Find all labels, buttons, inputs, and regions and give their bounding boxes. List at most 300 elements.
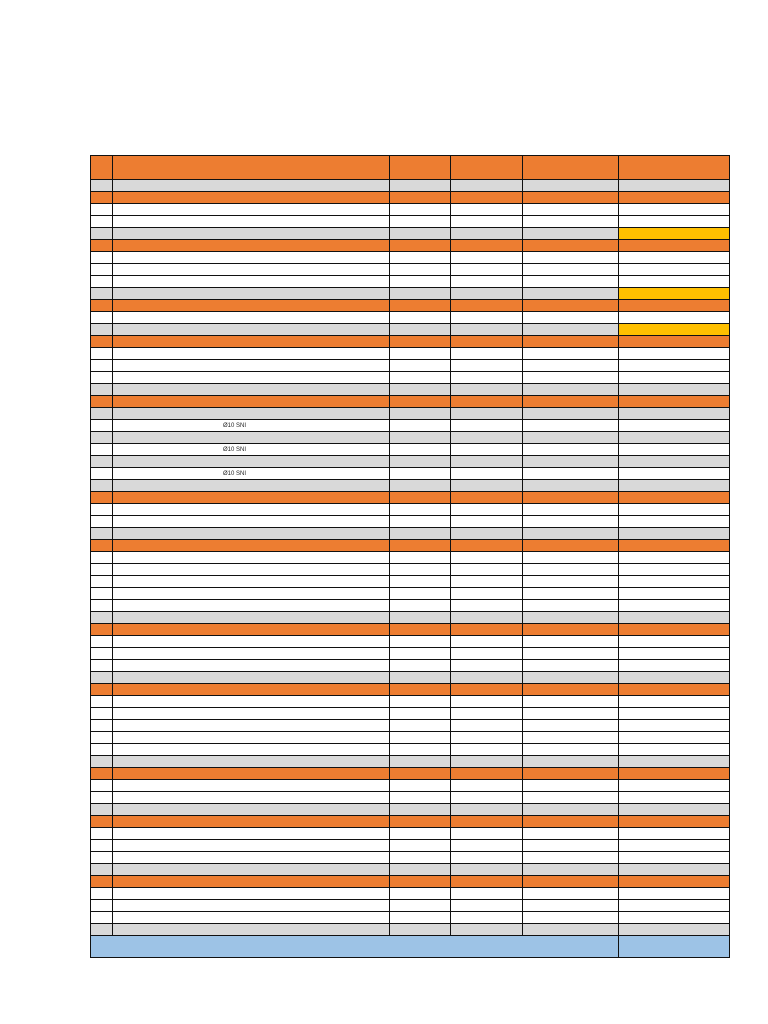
cell-col-2 <box>113 456 390 468</box>
cell-col-3 <box>390 540 451 552</box>
table-row <box>91 372 730 384</box>
cell-col-4 <box>451 864 523 876</box>
cell-col-2 <box>113 156 390 180</box>
cell-col-1 <box>91 876 113 888</box>
cell-col-6 <box>619 864 730 876</box>
cell-col-5 <box>523 924 619 936</box>
cell-col-4 <box>451 648 523 660</box>
cell-col-2 <box>113 804 390 816</box>
cell-col-4 <box>451 756 523 768</box>
cell-col-1 <box>91 852 113 864</box>
cell-col-4 <box>451 828 523 840</box>
cell-col-3 <box>390 552 451 564</box>
cell-col-4 <box>451 264 523 276</box>
cell-col-3 <box>390 264 451 276</box>
cell-col-5 <box>523 864 619 876</box>
cell-col-4 <box>451 528 523 540</box>
cell-col-3 <box>390 576 451 588</box>
cell-col-5 <box>523 408 619 420</box>
cell-col-1 <box>91 372 113 384</box>
cell-col-3 <box>390 792 451 804</box>
table-row <box>91 420 730 432</box>
cell-col-5 <box>523 288 619 300</box>
cell-col-5 <box>523 888 619 900</box>
cell-col-2 <box>113 780 390 792</box>
table-row <box>91 828 730 840</box>
cell-col-6 <box>619 228 730 240</box>
cell-col-1 <box>91 708 113 720</box>
cell-col-5 <box>523 624 619 636</box>
cell-col-6 <box>619 828 730 840</box>
cell-col-6 <box>619 396 730 408</box>
cell-col-2 <box>113 552 390 564</box>
cell-col-4 <box>451 324 523 336</box>
subtotal-row <box>91 864 730 876</box>
cell-col-2 <box>113 384 390 396</box>
cell-col-3 <box>390 840 451 852</box>
cell-col-5 <box>523 372 619 384</box>
cell-col-6 <box>619 192 730 204</box>
cell-col-1 <box>91 792 113 804</box>
cell-col-2 <box>113 756 390 768</box>
cell-col-4 <box>451 768 523 780</box>
cell-col-5 <box>523 396 619 408</box>
cell-col-6 <box>619 492 730 504</box>
section-row <box>91 876 730 888</box>
cell-col-5 <box>523 612 619 624</box>
cell-col-4 <box>451 252 523 264</box>
cell-col-5 <box>523 636 619 648</box>
cell-col-3 <box>390 516 451 528</box>
cell-col-4 <box>451 276 523 288</box>
cell-col-2 <box>113 348 390 360</box>
cell-col-5 <box>523 228 619 240</box>
cell-col-2 <box>113 276 390 288</box>
section-row <box>91 240 730 252</box>
cell-col-3 <box>390 468 451 480</box>
table-row <box>91 264 730 276</box>
cell-col-3 <box>390 876 451 888</box>
cell-col-1 <box>91 204 113 216</box>
cell-col-5 <box>523 768 619 780</box>
table-row <box>91 360 730 372</box>
cell-col-3 <box>390 636 451 648</box>
section-row <box>91 396 730 408</box>
cell-col-4 <box>451 192 523 204</box>
cell-col-5 <box>523 756 619 768</box>
cell-col-6 <box>619 456 730 468</box>
cell-col-2 <box>113 408 390 420</box>
cell-col-1 <box>91 528 113 540</box>
cell-col-1 <box>91 468 113 480</box>
cell-col-1 <box>91 780 113 792</box>
cell-col-3 <box>390 504 451 516</box>
cell-col-6 <box>619 300 730 312</box>
cell-col-4 <box>451 312 523 324</box>
table-row <box>91 444 730 456</box>
cell-col-5 <box>523 780 619 792</box>
cell-col-2 <box>113 660 390 672</box>
cell-col-5 <box>523 600 619 612</box>
cell-col-5 <box>523 468 619 480</box>
table-row <box>91 660 730 672</box>
cell-col-2 <box>113 624 390 636</box>
cell-col-1 <box>91 744 113 756</box>
cell-col-3 <box>390 372 451 384</box>
cell-col-3 <box>390 912 451 924</box>
cell-col-6 <box>619 204 730 216</box>
cell-col-3 <box>390 240 451 252</box>
cell-col-6 <box>619 252 730 264</box>
cell-col-5 <box>523 252 619 264</box>
cell-col-5 <box>523 264 619 276</box>
cell-col-3 <box>390 804 451 816</box>
cell-col-4 <box>451 708 523 720</box>
cell-col-6 <box>619 624 730 636</box>
cell-col-4 <box>451 384 523 396</box>
cell-col-4 <box>451 408 523 420</box>
cell-col-4 <box>451 300 523 312</box>
cell-col-6 <box>619 432 730 444</box>
cell-col-5 <box>523 840 619 852</box>
cell-col-5 <box>523 912 619 924</box>
cell-col-6 <box>619 636 730 648</box>
cell-col-5 <box>523 564 619 576</box>
cell-col-2 <box>113 924 390 936</box>
subtotal-row <box>91 612 730 624</box>
subtotal-row <box>91 408 730 420</box>
cell-col-1 <box>91 264 113 276</box>
cell-col-4 <box>451 444 523 456</box>
cell-col-6 <box>619 528 730 540</box>
cell-col-2 <box>113 792 390 804</box>
cell-col-3 <box>390 480 451 492</box>
table-row <box>91 552 730 564</box>
cell-col-6 <box>619 408 730 420</box>
cell-col-5 <box>523 504 619 516</box>
cell-col-5 <box>523 420 619 432</box>
cell-col-1 <box>91 384 113 396</box>
cell-col-1 <box>91 480 113 492</box>
cell-col-6 <box>619 840 730 852</box>
cell-col-4 <box>451 564 523 576</box>
cell-col-1 <box>91 324 113 336</box>
cell-col-3 <box>390 660 451 672</box>
cell-col-4 <box>451 372 523 384</box>
cell-col-6 <box>619 264 730 276</box>
cell-col-3 <box>390 156 451 180</box>
cell-col-5 <box>523 708 619 720</box>
cell-col-3 <box>390 696 451 708</box>
header-row <box>91 156 730 180</box>
section-row <box>91 816 730 828</box>
cell-col-5 <box>523 588 619 600</box>
cell-col-2 <box>113 876 390 888</box>
cell-col-5 <box>523 216 619 228</box>
cell-col-1 <box>91 492 113 504</box>
cell-col-6 <box>619 588 730 600</box>
cell-col-6 <box>619 216 730 228</box>
cell-col-2 <box>113 816 390 828</box>
cell-col-2 <box>113 396 390 408</box>
table-row <box>91 276 730 288</box>
cell-col-6 <box>619 576 730 588</box>
table-row <box>91 516 730 528</box>
cell-col-2 <box>113 744 390 756</box>
cell-col-5 <box>523 204 619 216</box>
table-row <box>91 720 730 732</box>
cell-col-6 <box>619 912 730 924</box>
cell-col-4 <box>451 540 523 552</box>
subtotal-row <box>91 756 730 768</box>
cell-col-1 <box>91 192 113 204</box>
cell-col-1 <box>91 804 113 816</box>
cell-col-3 <box>390 528 451 540</box>
cell-col-4 <box>451 396 523 408</box>
section-row <box>91 336 730 348</box>
cell-col-3 <box>390 360 451 372</box>
cell-col-5 <box>523 444 619 456</box>
cell-col-4 <box>451 852 523 864</box>
cell-col-5 <box>523 732 619 744</box>
cell-col-2 <box>113 300 390 312</box>
subtotal-row <box>91 384 730 396</box>
cell-col-1 <box>91 504 113 516</box>
cell-col-6 <box>619 468 730 480</box>
cell-col-3 <box>390 288 451 300</box>
cell-col-4 <box>451 912 523 924</box>
cell-col-4 <box>451 804 523 816</box>
subtotal-row <box>91 804 730 816</box>
cell-col-3 <box>390 828 451 840</box>
cell-col-4 <box>451 432 523 444</box>
cell-col-1 <box>91 444 113 456</box>
cell-col-1 <box>91 432 113 444</box>
cell-col-3 <box>390 732 451 744</box>
table-row <box>91 852 730 864</box>
cell-col-1 <box>91 816 113 828</box>
cell-col-4 <box>451 228 523 240</box>
cell-col-4 <box>451 660 523 672</box>
cell-col-5 <box>523 720 619 732</box>
cell-col-5 <box>523 852 619 864</box>
cell-col-1 <box>91 864 113 876</box>
cell-col-1 <box>91 828 113 840</box>
cell-col-2 <box>113 264 390 276</box>
cell-col-2 <box>113 648 390 660</box>
cost-estimate-table <box>90 155 730 958</box>
cell-col-3 <box>390 624 451 636</box>
cell-col-3 <box>390 420 451 432</box>
cell-col-3 <box>390 648 451 660</box>
cell-col-6 <box>619 288 730 300</box>
table-row <box>91 468 730 480</box>
cell-col-6 <box>619 756 730 768</box>
cell-col-4 <box>451 636 523 648</box>
grand-total-label-cell <box>91 936 619 958</box>
item-spec-text: Ø10 SNI <box>223 470 247 477</box>
cell-col-6 <box>619 540 730 552</box>
cell-col-5 <box>523 744 619 756</box>
cell-col-5 <box>523 900 619 912</box>
table-row <box>91 708 730 720</box>
cell-col-4 <box>451 348 523 360</box>
cell-col-5 <box>523 804 619 816</box>
cell-col-5 <box>523 276 619 288</box>
cell-col-1 <box>91 840 113 852</box>
cell-col-1 <box>91 684 113 696</box>
cell-col-1 <box>91 648 113 660</box>
cell-col-2 <box>113 516 390 528</box>
cell-col-1 <box>91 420 113 432</box>
cell-col-4 <box>451 504 523 516</box>
cell-col-6 <box>619 240 730 252</box>
cell-col-3 <box>390 588 451 600</box>
cell-col-3 <box>390 456 451 468</box>
cell-col-1 <box>91 216 113 228</box>
cell-col-3 <box>390 672 451 684</box>
cell-col-2 <box>113 324 390 336</box>
cell-col-4 <box>451 924 523 936</box>
cell-col-5 <box>523 816 619 828</box>
cell-col-5 <box>523 156 619 180</box>
cell-col-4 <box>451 360 523 372</box>
cell-col-1 <box>91 228 113 240</box>
cell-col-6 <box>619 780 730 792</box>
cell-col-2 <box>113 576 390 588</box>
cell-col-6 <box>619 612 730 624</box>
cell-col-3 <box>390 192 451 204</box>
cell-col-2 <box>113 708 390 720</box>
cell-col-2 <box>113 864 390 876</box>
cell-col-2 <box>113 828 390 840</box>
cell-col-2 <box>113 468 390 480</box>
cell-col-3 <box>390 768 451 780</box>
cell-col-5 <box>523 516 619 528</box>
table-row <box>91 780 730 792</box>
cell-col-2 <box>113 504 390 516</box>
cell-col-5 <box>523 324 619 336</box>
cell-col-4 <box>451 900 523 912</box>
cell-col-6 <box>619 360 730 372</box>
cell-col-5 <box>523 432 619 444</box>
cell-col-2 <box>113 840 390 852</box>
cell-col-2 <box>113 420 390 432</box>
cell-col-6 <box>619 312 730 324</box>
cell-col-1 <box>91 564 113 576</box>
cell-col-4 <box>451 672 523 684</box>
cell-col-1 <box>91 396 113 408</box>
cell-col-6 <box>619 816 730 828</box>
cell-col-2 <box>113 720 390 732</box>
cell-col-1 <box>91 156 113 180</box>
cell-col-2 <box>113 684 390 696</box>
cell-col-5 <box>523 384 619 396</box>
cell-col-6 <box>619 276 730 288</box>
cell-col-5 <box>523 696 619 708</box>
cell-col-4 <box>451 420 523 432</box>
cell-col-6 <box>619 900 730 912</box>
cell-col-3 <box>390 396 451 408</box>
cell-col-1 <box>91 912 113 924</box>
cell-col-4 <box>451 516 523 528</box>
cell-col-3 <box>390 492 451 504</box>
subtotal-row <box>91 288 730 300</box>
cell-col-3 <box>390 204 451 216</box>
table-row <box>91 252 730 264</box>
cell-col-2 <box>113 600 390 612</box>
cell-col-5 <box>523 876 619 888</box>
cell-col-6 <box>619 504 730 516</box>
cell-col-4 <box>451 816 523 828</box>
cell-col-3 <box>390 312 451 324</box>
cell-col-3 <box>390 612 451 624</box>
cell-col-4 <box>451 468 523 480</box>
cell-col-4 <box>451 876 523 888</box>
cell-col-2 <box>113 900 390 912</box>
cell-col-6 <box>619 480 730 492</box>
cell-col-5 <box>523 492 619 504</box>
table-row <box>91 792 730 804</box>
cell-col-1 <box>91 360 113 372</box>
cell-col-1 <box>91 600 113 612</box>
subtotal-row <box>91 528 730 540</box>
cell-col-2 <box>113 672 390 684</box>
table-row <box>91 648 730 660</box>
cell-col-5 <box>523 540 619 552</box>
cell-col-1 <box>91 660 113 672</box>
cell-col-1 <box>91 348 113 360</box>
cell-col-1 <box>91 336 113 348</box>
cell-col-3 <box>390 408 451 420</box>
cell-col-4 <box>451 624 523 636</box>
table-row <box>91 840 730 852</box>
cell-col-3 <box>390 684 451 696</box>
cell-col-6 <box>619 684 730 696</box>
table-body <box>91 156 730 958</box>
cell-col-6 <box>619 336 730 348</box>
cell-col-2 <box>113 768 390 780</box>
cell-col-6 <box>619 924 730 936</box>
cell-col-1 <box>91 732 113 744</box>
cell-col-2 <box>113 612 390 624</box>
cell-col-5 <box>523 312 619 324</box>
cell-col-1 <box>91 588 113 600</box>
cell-col-4 <box>451 492 523 504</box>
cell-col-3 <box>390 276 451 288</box>
cell-col-6 <box>619 660 730 672</box>
cell-col-3 <box>390 336 451 348</box>
cell-col-6 <box>619 564 730 576</box>
section-row <box>91 540 730 552</box>
cell-col-3 <box>390 216 451 228</box>
cell-col-5 <box>523 528 619 540</box>
cell-col-1 <box>91 924 113 936</box>
grand-total-row <box>91 936 730 958</box>
cell-col-2 <box>113 312 390 324</box>
cell-col-2 <box>113 564 390 576</box>
cell-col-6 <box>619 852 730 864</box>
cell-col-3 <box>390 864 451 876</box>
section-row <box>91 684 730 696</box>
cell-col-3 <box>390 252 451 264</box>
cell-col-2 <box>113 204 390 216</box>
cell-col-2 <box>113 180 390 192</box>
subtotal-row <box>91 480 730 492</box>
cell-col-5 <box>523 336 619 348</box>
cell-col-6 <box>619 420 730 432</box>
table-row <box>91 636 730 648</box>
